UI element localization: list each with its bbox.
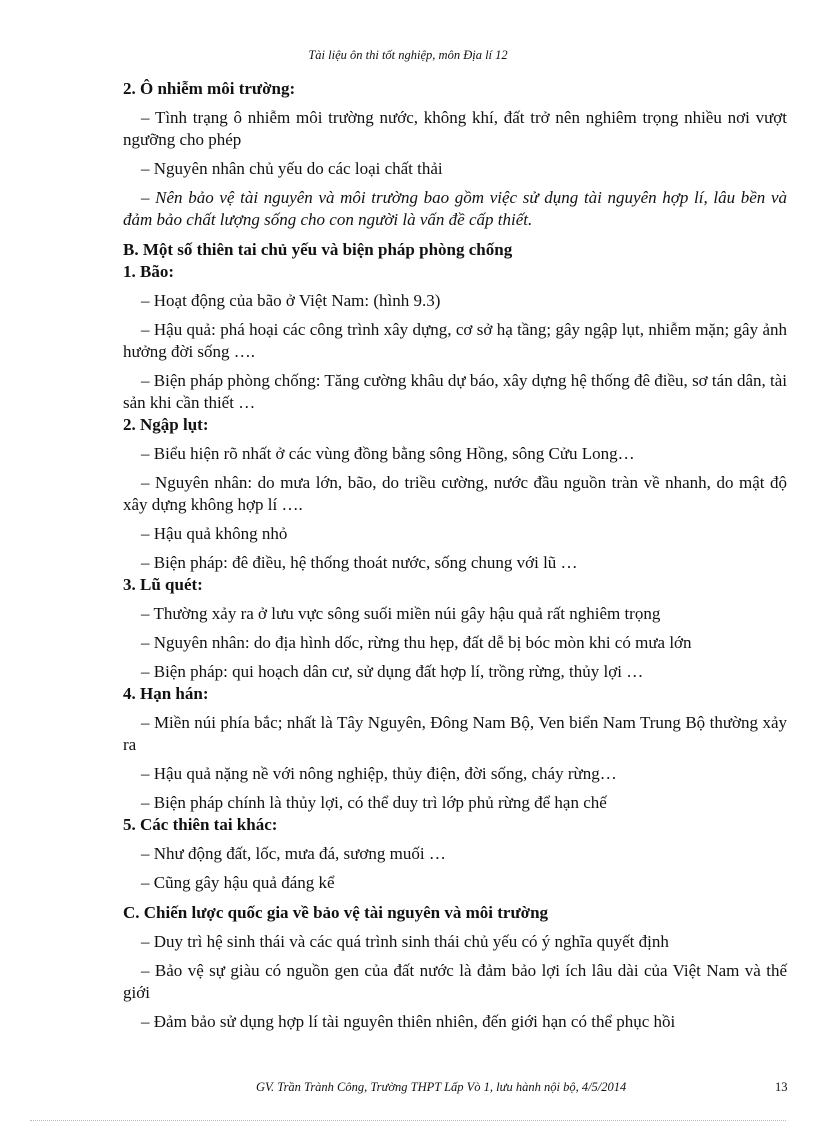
dash-bullet: – [141, 844, 150, 863]
dash-bullet: – [141, 604, 150, 623]
bullet-text: Nguyên nhân: do mưa lớn, bão, do triều cường, nước đầu nguồn tràn về nhanh, do mật độ xây dựng không hợp lí …. [123, 473, 787, 514]
bullet-text: Hậu quả không nhỏ [153, 524, 288, 543]
bullet-text: Hậu quả nặng nề với nông nghiệp, thủy điện, đời sống, cháy rừng… [153, 764, 617, 783]
dash-bullet: – [141, 444, 150, 463]
bullet-paragraph [123, 763, 787, 785]
document-body [123, 78, 787, 1033]
bullet-paragraph [123, 960, 787, 1004]
dash-bullet: – [141, 159, 150, 178]
bullet-paragraph [123, 661, 787, 683]
dash-bullet: – [141, 524, 150, 543]
bullet-text: Duy trì hệ sinh thái và các quá trình sinh thái chủ yếu có ý nghĩa quyết định [153, 932, 669, 951]
bullet-paragraph [123, 158, 787, 180]
dash-bullet: – [141, 873, 150, 892]
bullet-text: Biện pháp phòng chống: Tăng cường khâu dự báo, xây dựng hệ thống đê điều, sơ tán dân, tài sản khi cần thiết … [123, 371, 787, 412]
bullet-text: Đảm bảo sử dụng hợp lí tài nguyên thiên nhiên, đến giới hạn có thể phục hồi [153, 1012, 676, 1031]
bullet-text: Nguyên nhân chủ yếu do các loại chất thải [153, 159, 443, 178]
bullet-paragraph [123, 370, 787, 414]
bullet-text: Biện pháp: đê điều, hệ thống thoát nước, sống chung với lũ … [153, 553, 578, 572]
bullet-paragraph [123, 290, 787, 312]
dash-bullet: – [141, 633, 150, 652]
bullet-paragraph [123, 632, 787, 654]
subsection-heading: 2. Ô nhiễm môi trường: [123, 79, 296, 98]
subsection-heading: 5. Các thiên tai khác: [123, 815, 278, 834]
dash-bullet: – [141, 764, 150, 783]
bullet-text: Nên bảo vệ tài nguyên và môi trường bao gồm việc sử dụng tài nguyên hợp lí, lâu bền và đảm bảo chất lượng sống cho con người là vấn đề cấp thiết. [123, 188, 787, 229]
bullet-paragraph [123, 712, 787, 756]
bullet-text: Nguyên nhân: do địa hình dốc, rừng thu hẹp, đất dễ bị bóc mòn khi có mưa lớn [153, 633, 692, 652]
footer-text: GV. Trần Trành Công, Trường THPT Lấp Vò 1, lưu hành nội bộ, 4/5/2014 [256, 1080, 627, 1094]
bullet-text: Biện pháp chính là thủy lợi, có thể duy trì lớp phủ rừng để hạn chế [153, 793, 607, 812]
bullet-paragraph [123, 552, 787, 574]
dash-bullet: – [141, 1012, 150, 1031]
bullet-paragraph [123, 872, 787, 894]
bullet-paragraph [123, 472, 787, 516]
dash-bullet: – [141, 188, 150, 207]
dash-bullet: – [141, 793, 150, 812]
dash-bullet: – [141, 371, 150, 390]
section-heading: C. Chiến lược quốc gia về bảo vệ tài nguyên và môi trường [123, 903, 549, 922]
bullet-paragraph [123, 523, 787, 545]
bullet-text: Thường xảy ra ở lưu vực sông suối miền núi gây hậu quả rất nghiêm trọng [153, 604, 661, 623]
dash-bullet: – [141, 662, 150, 681]
dash-bullet: – [141, 473, 150, 492]
bullet-paragraph [123, 931, 787, 953]
bottom-rule [30, 1120, 786, 1121]
bullet-text: Bảo vệ sự giàu có nguồn gen của đất nước là đảm bảo lợi ích lâu dài của Việt Nam và thế giới [123, 961, 787, 1002]
bullet-text: Hoạt động của bão ở Việt Nam: (hình 9.3) [153, 291, 441, 310]
bullet-paragraph [123, 443, 787, 465]
dash-bullet: – [141, 291, 150, 310]
subsection-heading: 1. Bão: [123, 262, 174, 281]
bullet-paragraph [123, 187, 787, 231]
subsection-heading: 3. Lũ quét: [123, 575, 203, 594]
bullet-text: Biện pháp: qui hoạch dân cư, sử dụng đất hợp lí, trồng rừng, thủy lợi … [153, 662, 644, 681]
bullet-paragraph [123, 107, 787, 151]
bullet-paragraph [123, 792, 787, 814]
subsection-heading: 4. Hạn hán: [123, 684, 209, 703]
section-heading: B. Một số thiên tai chủ yếu và biện pháp phòng chống [123, 240, 513, 259]
dash-bullet: – [141, 713, 150, 732]
page-number: 13 [775, 1080, 788, 1094]
dash-bullet: – [141, 108, 150, 127]
bullet-text: Cũng gây hậu quả đáng kể [153, 873, 335, 892]
running-header: Tài liệu ôn thi tốt nghiệp, môn Địa lí 12 [308, 48, 508, 62]
dash-bullet: – [141, 961, 150, 980]
dash-bullet: – [141, 932, 150, 951]
bullet-text: Biểu hiện rõ nhất ở các vùng đồng bằng sông Hồng, sông Cửu Long… [153, 444, 635, 463]
bullet-paragraph [123, 319, 787, 363]
bullet-text: Hậu quả: phá hoại các công trình xây dựng, cơ sở hạ tầng; gây ngập lụt, nhiễm mặn; gây ảnh hưởng đời sống …. [123, 320, 788, 361]
bullet-text: Như động đất, lốc, mưa đá, sương muối … [153, 844, 446, 863]
dash-bullet: – [141, 320, 150, 339]
bullet-paragraph [123, 1011, 787, 1033]
bullet-paragraph [123, 843, 787, 865]
bullet-text: Tình trạng ô nhiễm môi trường nước, không khí, đất trở nên nghiêm trọng nhiều nơi vượt ngưỡng cho phép [123, 108, 787, 149]
bullet-text: Miền núi phía bắc; nhất là Tây Nguyên, Đông Nam Bộ, Ven biển Nam Trung Bộ thường xảy ra [123, 713, 788, 754]
subsection-heading: 2. Ngập lụt: [123, 415, 209, 434]
bullet-paragraph [123, 603, 787, 625]
dash-bullet: – [141, 553, 150, 572]
